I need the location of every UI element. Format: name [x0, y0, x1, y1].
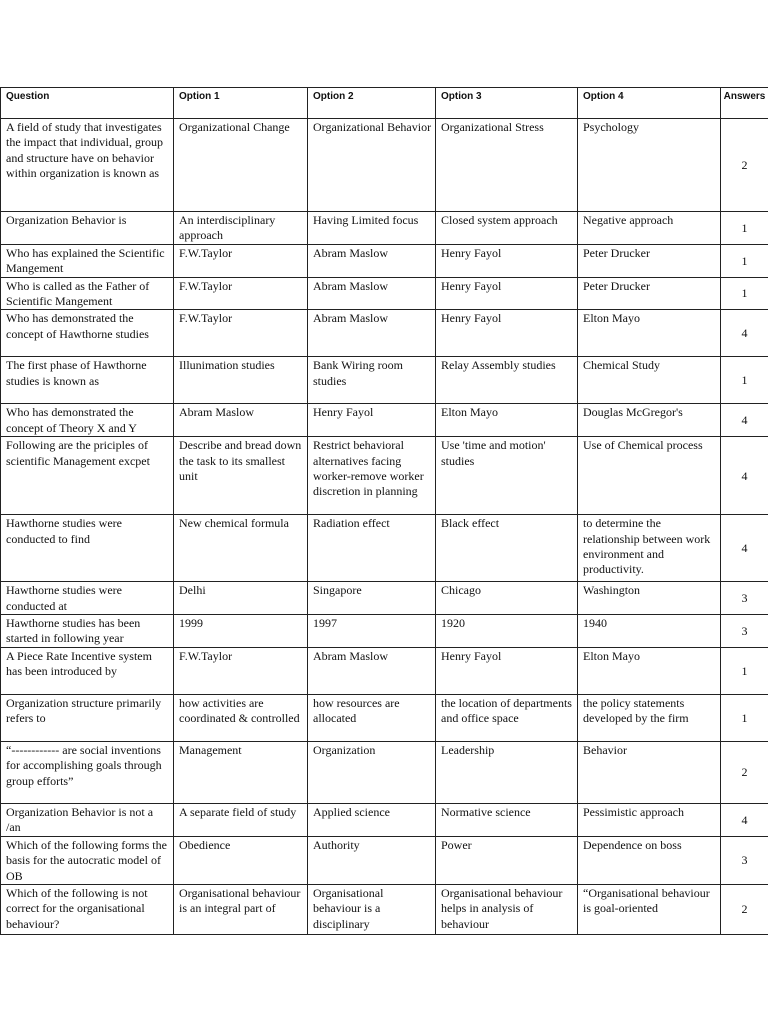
option-4-cell: Douglas McGregor's: [578, 404, 721, 437]
answer-cell: 4: [721, 437, 768, 515]
question-row: [1, 212, 768, 245]
option-1-cell: F.W.Taylor: [174, 277, 308, 310]
mcq-table: [0, 87, 768, 935]
answer-cell: 1: [721, 357, 768, 404]
answer-cell: 2: [721, 884, 768, 934]
option-2-cell: Organizational Behavior: [308, 119, 436, 212]
question-cell: Hawthorne studies were conducted to find: [1, 515, 174, 582]
question-cell: Who is called as the Father of Scientific Mangement: [1, 277, 174, 310]
option-2-cell: Organization: [308, 741, 436, 803]
option-3-cell: Henry Fayol: [436, 310, 578, 357]
header-option-3: Option 3: [436, 88, 578, 119]
option-3-cell: Relay Assembly studies: [436, 357, 578, 404]
option-4-cell: Use of Chemical process: [578, 437, 721, 515]
option-4-cell: the policy statements developed by the firm: [578, 694, 721, 741]
option-2-cell: Singapore: [308, 582, 436, 615]
option-4-cell: Washington: [578, 582, 721, 615]
option-2-cell: 1997: [308, 615, 436, 648]
answer-cell: 1: [721, 212, 768, 245]
question-cell: Who has demonstrated the concept of Theory X and Y: [1, 404, 174, 437]
option-4-cell: to determine the relationship between work environment and productivity.: [578, 515, 721, 582]
question-row: [1, 119, 768, 212]
option-4-cell: Peter Drucker: [578, 244, 721, 277]
option-1-cell: Organisational behaviour is an integral part of: [174, 884, 308, 934]
option-3-cell: Organizational Stress: [436, 119, 578, 212]
option-1-cell: F.W.Taylor: [174, 647, 308, 694]
question-row: [1, 404, 768, 437]
answer-cell: 3: [721, 836, 768, 884]
question-cell: Organization structure primarily refers to: [1, 694, 174, 741]
question-row: [1, 437, 768, 515]
answer-cell: 1: [721, 694, 768, 741]
option-3-cell: Closed system approach: [436, 212, 578, 245]
option-3-cell: Normative science: [436, 803, 578, 836]
question-row: [1, 803, 768, 836]
option-2-cell: Authority: [308, 836, 436, 884]
answer-cell: 4: [721, 310, 768, 357]
option-4-cell: “Organisational behaviour is goal-oriented: [578, 884, 721, 934]
option-1-cell: Abram Maslow: [174, 404, 308, 437]
option-2-cell: Applied science: [308, 803, 436, 836]
option-4-cell: Negative approach: [578, 212, 721, 245]
question-cell: Who has explained the Scientific Mangement: [1, 244, 174, 277]
option-3-cell: the location of departments and office space: [436, 694, 578, 741]
answer-cell: 4: [721, 404, 768, 437]
header-answers: Answers: [721, 88, 768, 119]
option-3-cell: Henry Fayol: [436, 277, 578, 310]
option-2-cell: Restrict behavioral alternatives facing worker-remove worker discretion in planning: [308, 437, 436, 515]
option-1-cell: New chemical formula: [174, 515, 308, 582]
option-4-cell: Chemical Study: [578, 357, 721, 404]
question-cell: Organization Behavior is: [1, 212, 174, 245]
question-row: [1, 515, 768, 582]
header-option-4: Option 4: [578, 88, 721, 119]
option-3-cell: Leadership: [436, 741, 578, 803]
answer-cell: 2: [721, 741, 768, 803]
question-row: [1, 647, 768, 694]
option-2-cell: Abram Maslow: [308, 647, 436, 694]
option-3-cell: Organisational behaviour helps in analysis of behaviour: [436, 884, 578, 934]
option-4-cell: Peter Drucker: [578, 277, 721, 310]
option-3-cell: Chicago: [436, 582, 578, 615]
option-1-cell: Obedience: [174, 836, 308, 884]
option-1-cell: An interdisciplinary approach: [174, 212, 308, 245]
option-2-cell: Abram Maslow: [308, 277, 436, 310]
question-cell: A field of study that investigates the impact that individual, group and structure have on behavior within organization is known as: [1, 119, 174, 212]
question-cell: Which of the following forms the basis for the autocratic model of OB: [1, 836, 174, 884]
option-2-cell: how resources are allocated: [308, 694, 436, 741]
option-1-cell: how activities are coordinated & controlled: [174, 694, 308, 741]
option-2-cell: Organisational behaviour is a disciplinary: [308, 884, 436, 934]
question-cell: A Piece Rate Incentive system has been introduced by: [1, 647, 174, 694]
option-4-cell: Psychology: [578, 119, 721, 212]
question-row: [1, 310, 768, 357]
option-1-cell: Organizational Change: [174, 119, 308, 212]
question-cell: “------------ are social inventions for accomplishing goals through group efforts”: [1, 741, 174, 803]
header-option-2: Option 2: [308, 88, 436, 119]
question-cell: Hawthorne studies has been started in following year: [1, 615, 174, 648]
option-2-cell: Abram Maslow: [308, 244, 436, 277]
answer-cell: 2: [721, 119, 768, 212]
option-4-cell: Elton Mayo: [578, 647, 721, 694]
option-4-cell: 1940: [578, 615, 721, 648]
question-row: [1, 615, 768, 648]
option-4-cell: Pessimistic approach: [578, 803, 721, 836]
option-4-cell: Dependence on boss: [578, 836, 721, 884]
answer-cell: 1: [721, 244, 768, 277]
option-3-cell: Use 'time and motion' studies: [436, 437, 578, 515]
answer-cell: 1: [721, 647, 768, 694]
answer-cell: 4: [721, 515, 768, 582]
question-row: [1, 582, 768, 615]
question-cell: Following are the priciples of scientific Management excpet: [1, 437, 174, 515]
option-3-cell: Black effect: [436, 515, 578, 582]
header-option-1: Option 1: [174, 88, 308, 119]
question-row: [1, 244, 768, 277]
question-cell: Hawthorne studies were conducted at: [1, 582, 174, 615]
answer-cell: 1: [721, 277, 768, 310]
option-1-cell: F.W.Taylor: [174, 310, 308, 357]
question-row: [1, 741, 768, 803]
option-1-cell: F.W.Taylor: [174, 244, 308, 277]
option-1-cell: Management: [174, 741, 308, 803]
question-cell: Who has demonstrated the concept of Hawthorne studies: [1, 310, 174, 357]
option-1-cell: Illunimation studies: [174, 357, 308, 404]
question-row: [1, 277, 768, 310]
header-question: Question: [1, 88, 174, 119]
question-row: [1, 836, 768, 884]
answer-cell: 3: [721, 582, 768, 615]
option-1-cell: Describe and bread down the task to its smallest unit: [174, 437, 308, 515]
header-row: [1, 88, 768, 119]
question-cell: Which of the following is not correct for the organisational behaviour?: [1, 884, 174, 934]
option-3-cell: Henry Fayol: [436, 244, 578, 277]
question-row: [1, 884, 768, 934]
option-2-cell: Bank Wiring room studies: [308, 357, 436, 404]
option-2-cell: Henry Fayol: [308, 404, 436, 437]
option-4-cell: Elton Mayo: [578, 310, 721, 357]
option-3-cell: Power: [436, 836, 578, 884]
option-1-cell: Delhi: [174, 582, 308, 615]
option-3-cell: Elton Mayo: [436, 404, 578, 437]
option-1-cell: A separate field of study: [174, 803, 308, 836]
question-cell: Organization Behavior is not a /an: [1, 803, 174, 836]
answer-cell: 4: [721, 803, 768, 836]
option-3-cell: 1920: [436, 615, 578, 648]
option-2-cell: Abram Maslow: [308, 310, 436, 357]
option-4-cell: Behavior: [578, 741, 721, 803]
option-1-cell: 1999: [174, 615, 308, 648]
option-2-cell: Radiation effect: [308, 515, 436, 582]
option-3-cell: Henry Fayol: [436, 647, 578, 694]
answer-cell: 3: [721, 615, 768, 648]
question-cell: The first phase of Hawthorne studies is known as: [1, 357, 174, 404]
option-2-cell: Having Limited focus: [308, 212, 436, 245]
question-row: [1, 694, 768, 741]
question-row: [1, 357, 768, 404]
